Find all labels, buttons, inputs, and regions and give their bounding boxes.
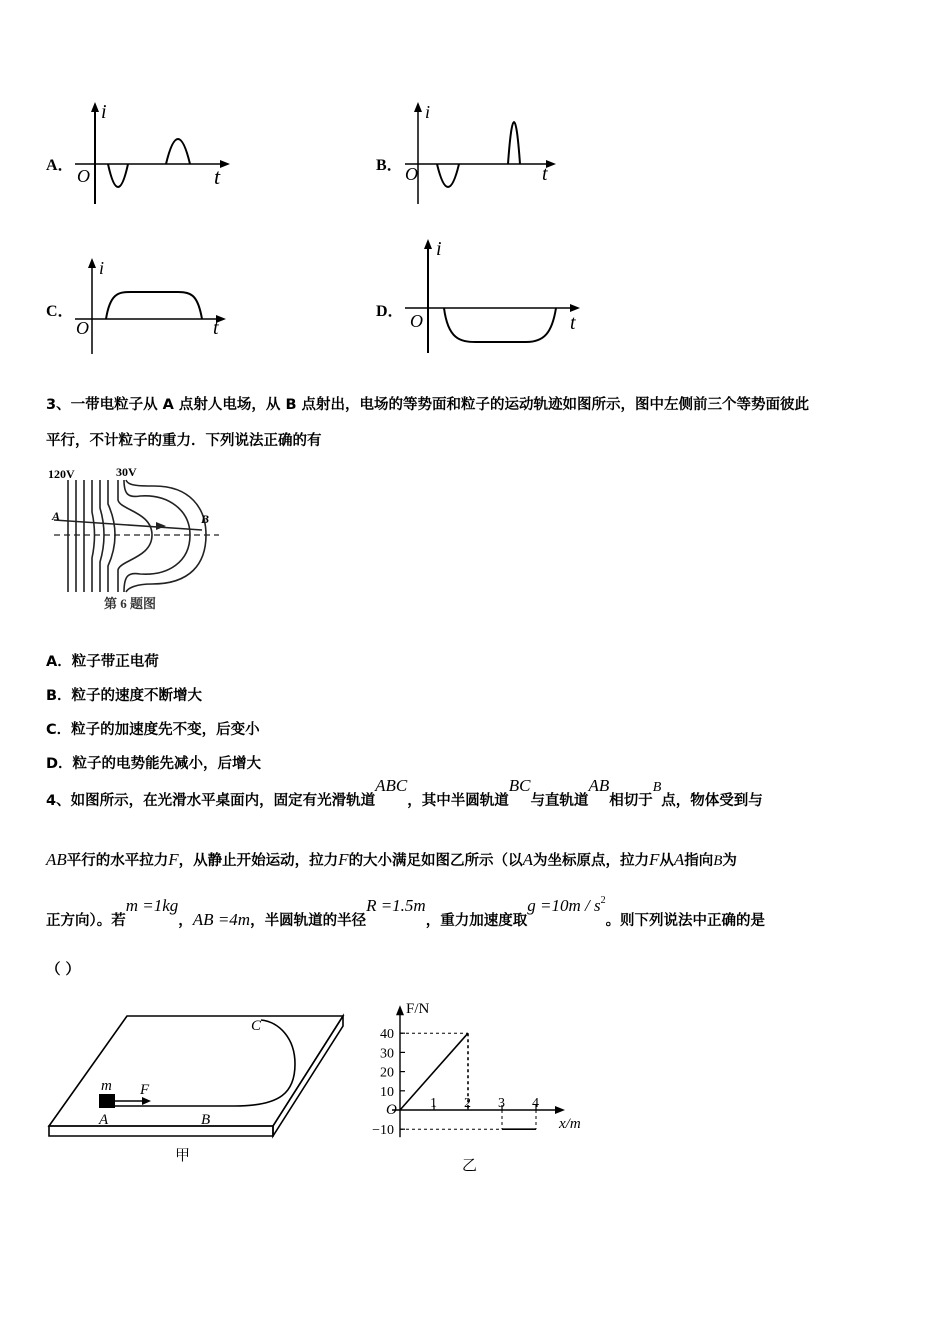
label-m: m (101, 1078, 112, 1094)
y-tick-label: 40 (380, 1027, 394, 1043)
q4-figure-yi (360, 992, 590, 1177)
y-tick-label: 30 (380, 1046, 394, 1062)
q3-field-figure (44, 462, 229, 614)
q4-figure-jia (45, 1012, 355, 1172)
origin-label: O (410, 311, 423, 331)
x-axis-label: x/m (559, 1116, 581, 1132)
label-30v: 30V (116, 465, 137, 479)
axis-i-label: i (436, 238, 442, 260)
x-tick-label: 4 (532, 1096, 539, 1111)
q4-answer-blank: （ ） (46, 962, 81, 978)
caption-jia: 甲 (175, 1148, 191, 1164)
q3-line-1: 3、一带电粒子从 A 点射人电场，从 B 点射出，电场的等势面和粒子的运动轨迹如图所示，图中左侧前三个等势面彼此 (46, 397, 810, 413)
axis-t-label: t (214, 164, 221, 189)
block-m (99, 1094, 115, 1108)
origin-label: O (77, 166, 90, 186)
label-a: A (99, 1112, 109, 1128)
label-c: C (251, 1018, 262, 1034)
x-tick-label: 3 (498, 1096, 505, 1111)
q4-line-3: 正方向）。若m =1kg，AB =4m，半圆轨道的半径R =1.5m，重力加速度取$g =10m / s^2$。则下列说法中正确的是 (46, 895, 766, 929)
x-tick-label: 2 (464, 1096, 471, 1111)
q3-choice-c[interactable]: C．粒子的加速度先不变，后变小 (46, 722, 260, 738)
y-tick-label: 20 (380, 1065, 394, 1081)
q4-line-1: 4、如图所示，在光滑水平桌面内，固定有光滑轨道ABC，其中半圆轨道BC与直轨道AB相切于B点，物体受到与 (46, 776, 763, 809)
option-a-graph (70, 100, 240, 210)
caption-yi: 乙 (462, 1158, 478, 1174)
origin-label: O (386, 1102, 397, 1118)
axis-i-label: i (425, 102, 431, 122)
y-tick-label: 10 (380, 1084, 394, 1100)
axis-t-label: t (570, 312, 576, 334)
option-b-graph (400, 100, 570, 210)
q3-line-2: 平行，不计粒子的重力．下列说法正确的有 (46, 433, 322, 449)
option-c-label[interactable]: C． (46, 303, 74, 320)
figure-caption: 第 6 题图 (104, 596, 157, 611)
label-f: F (140, 1082, 150, 1098)
axis-t-label: t (213, 317, 219, 339)
option-d-label[interactable]: D． (376, 303, 404, 320)
option-a-label[interactable]: A． (46, 157, 74, 174)
option-d-graph (400, 235, 590, 360)
point-b-label: B (201, 512, 210, 526)
label-120v: 120V (48, 467, 75, 481)
q3-choice-a[interactable]: A．粒子带正电荷 (46, 654, 159, 670)
option-b-label[interactable]: B． (376, 157, 403, 174)
q3-choice-d[interactable]: D．粒子的电势能先减小，后增大 (46, 756, 262, 772)
axis-t-label: t (542, 163, 548, 185)
y-tick-label: −10 (372, 1123, 394, 1139)
origin-label: O (405, 164, 418, 184)
axis-i-label: i (101, 101, 107, 123)
axis-i-label: i (99, 258, 105, 278)
q4-line-2: AB平行的水平拉力F，从静止开始运动，拉力F的大小满足如图乙所示（以A为坐标原点，拉力F从A指向B为 (46, 850, 737, 869)
x-tick-label: 1 (430, 1096, 437, 1111)
y-axis-arrow (396, 1005, 404, 1015)
option-c-graph (70, 250, 240, 360)
q3-choice-b[interactable]: B．粒子的速度不断增大 (46, 688, 203, 704)
label-b: B (201, 1112, 211, 1128)
y-axis-label: F/N (406, 1001, 430, 1018)
origin-label: O (76, 318, 89, 338)
point-a-label: A (52, 509, 61, 523)
x-axis-arrow (555, 1106, 565, 1114)
